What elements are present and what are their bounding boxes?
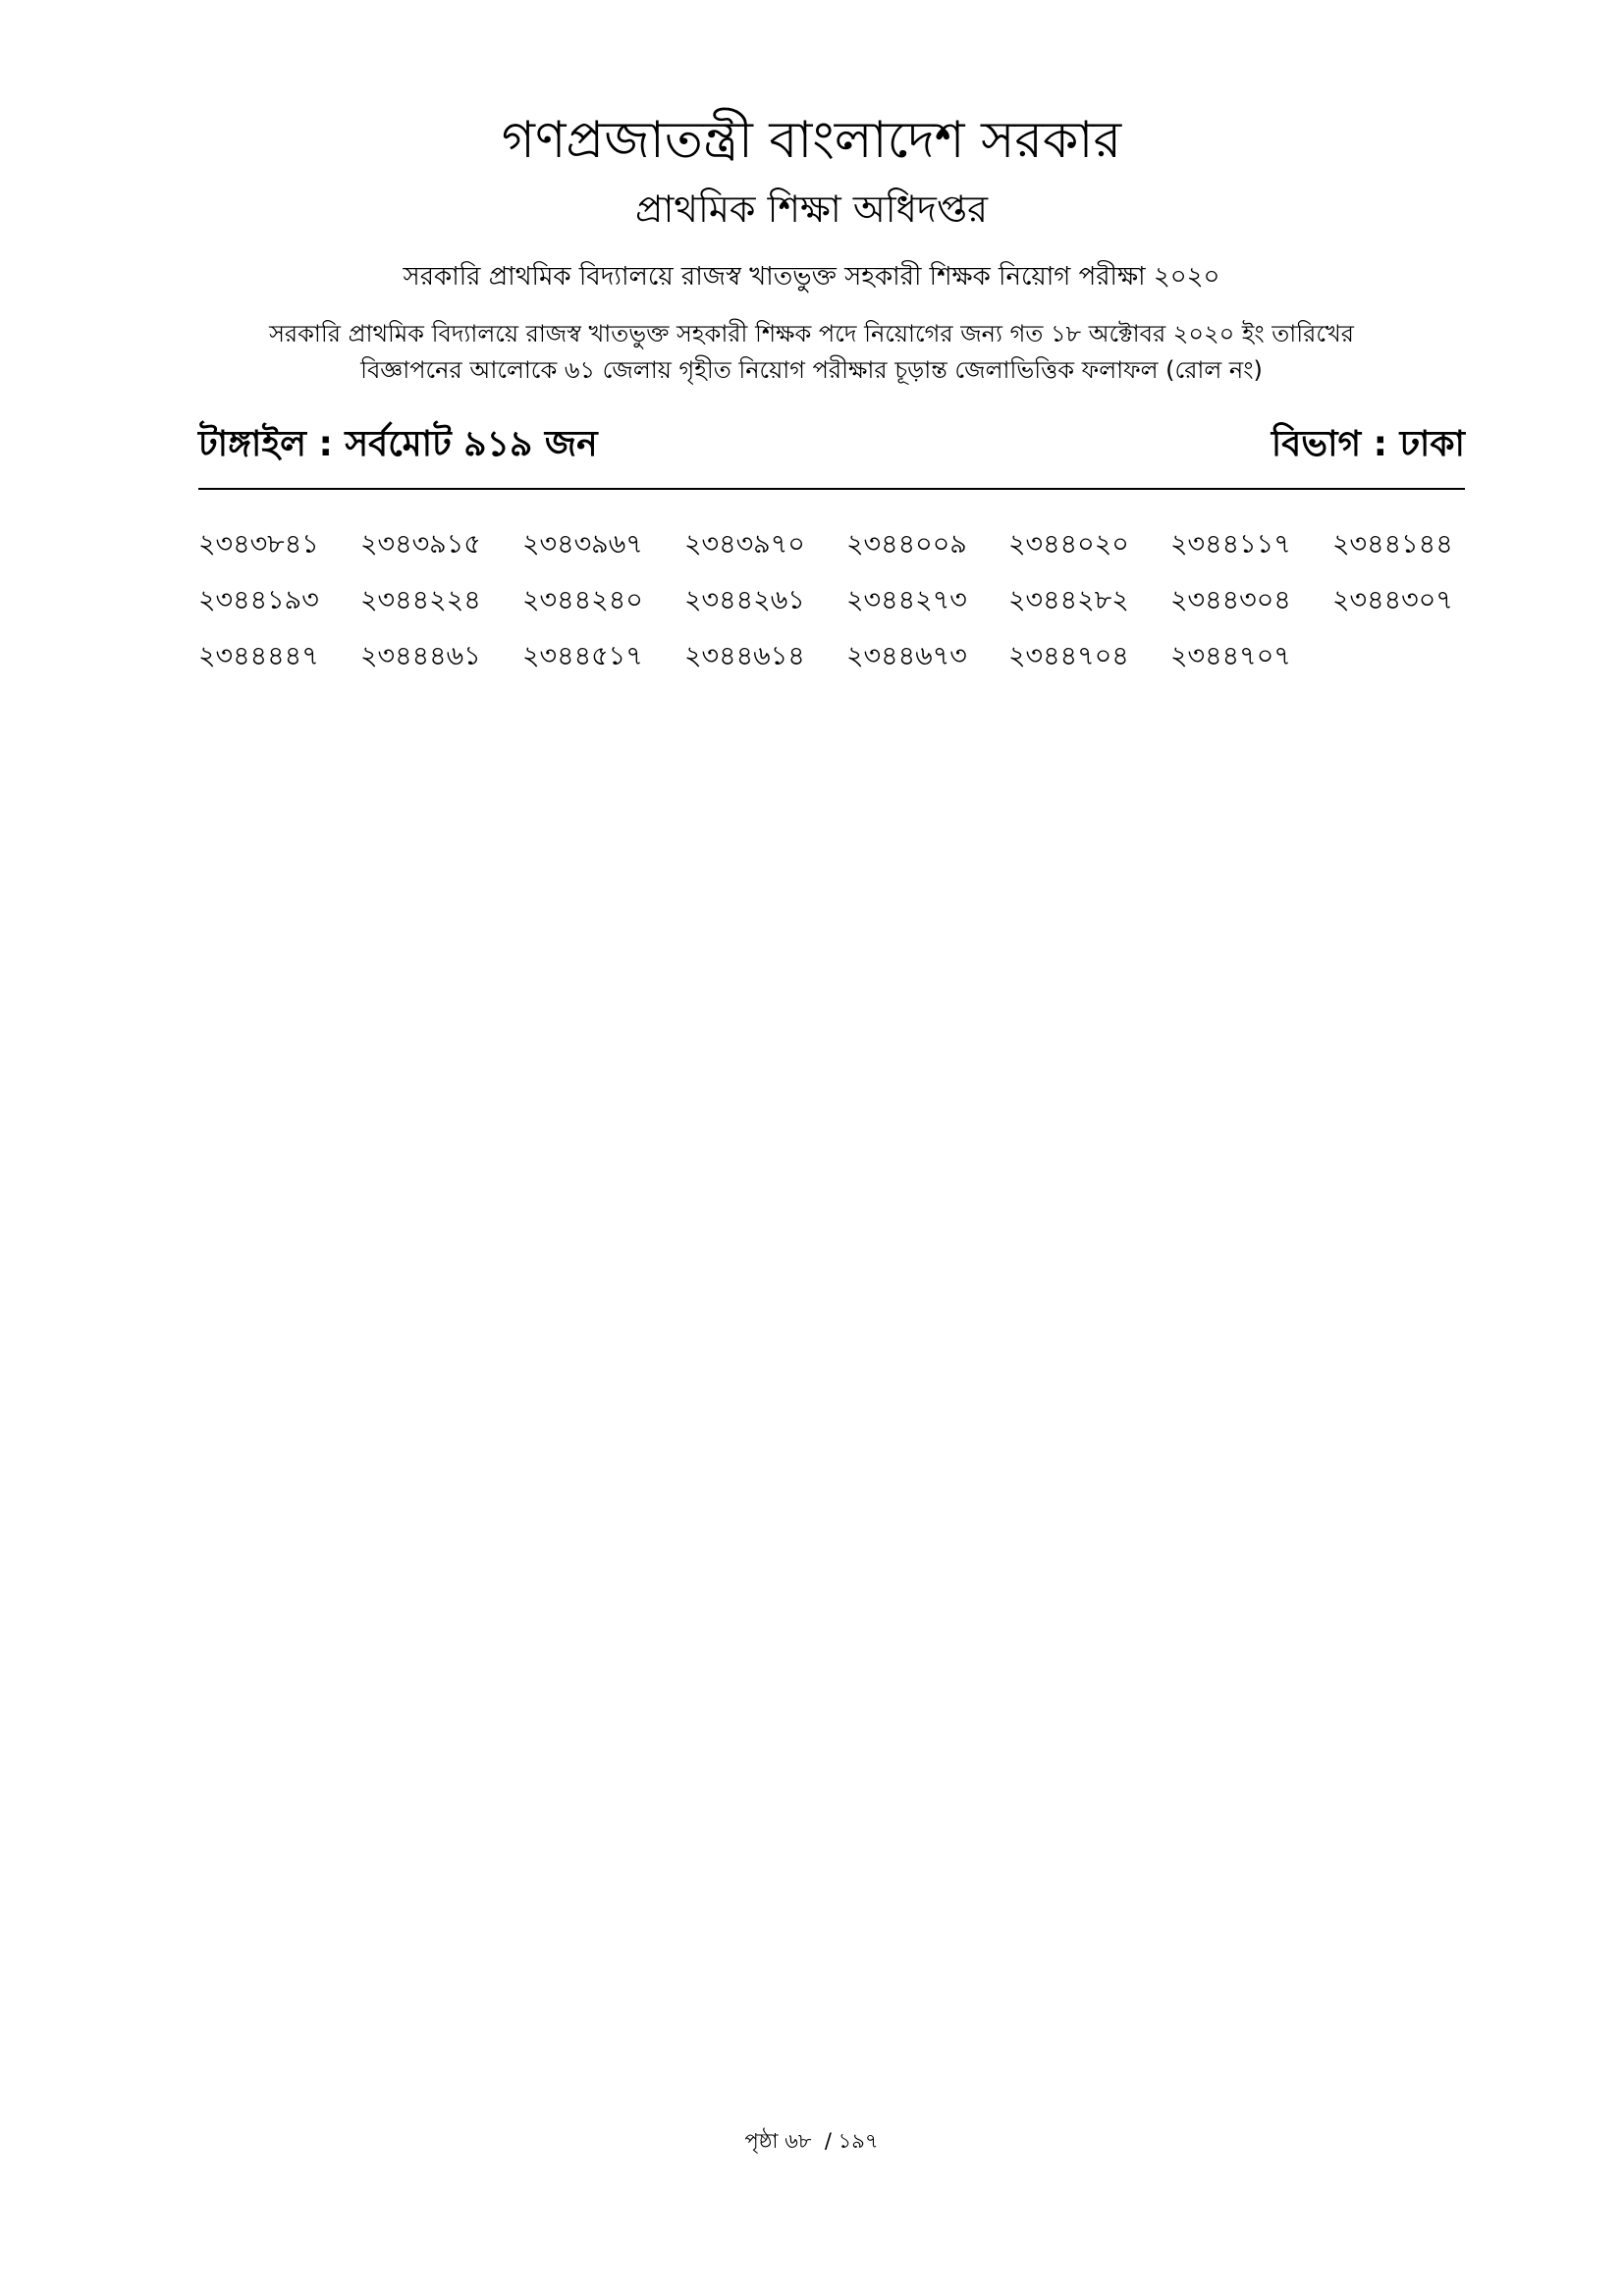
roll-number: ২৩৪৪২২৪ (360, 585, 481, 615)
roll-number: ২৩৪৪৩০৭ (1332, 585, 1453, 615)
roll-number: ২৩৪৩৮৪১ (198, 529, 319, 560)
roll-number: ২৩৪৪৫১৭ (522, 641, 643, 671)
roll-number: ২৩৪৪১৪৪ (1332, 529, 1453, 560)
roll-number: ২৩৪৩৯৭০ (684, 529, 805, 560)
roll-number: ২৩৪৪৪৪৭ (198, 641, 319, 671)
roll-number-list (198, 525, 1475, 693)
roll-number: ২৩৪৪৭০৭ (1170, 641, 1291, 671)
roll-number: ২৩৪৪০০৯ (846, 529, 967, 560)
roll-number: ২৩৪৪৬১৪ (684, 641, 805, 671)
roll-number: ২৩৪৪২৭৩ (846, 585, 967, 615)
roll-number: ২৩৪৪৭০৪ (1008, 641, 1129, 671)
notice-line-1: সরকারি প্রাথমিক বিদ্যালয়ে রাজস্ব খাতভুক্ত সহকারী শিক্ষক পদে নিয়োগের জন্য গত ১৮ অক্টোবর ২০২০ ইং তারিখের (269, 320, 1354, 347)
roll-number: ২৩৪৩৯৬৭ (522, 529, 643, 560)
roll-number: ২৩৪৪৪৬১ (360, 641, 481, 671)
roll-number: ২৩৪৪১১৭ (1170, 529, 1291, 560)
roll-number: ২৩৪৪২৬১ (684, 585, 805, 615)
roll-number: ২৩৪৪২৪০ (522, 585, 643, 615)
page-number: পৃষ্ঠা ৬৮ / ১৯৭ (744, 2129, 879, 2153)
division-label: বিভাগ : ঢাকা (1271, 424, 1465, 464)
directorate-title: প্রাথমিক শিক্ষা অধিদপ্তর (634, 187, 989, 231)
district-summary: টাঙ্গাইল : সর্বমোট ৯১৯ জন (198, 424, 598, 464)
section-header (198, 420, 1465, 469)
roll-number: ২৩৪৪২৮২ (1008, 585, 1129, 615)
result-notice (0, 316, 1623, 389)
roll-number: ২৩৪৪০২০ (1008, 529, 1129, 560)
roll-number: ২৩৪৪১৯৩ (198, 585, 319, 615)
notice-line-2: বিজ্ঞাপনের আলোকে ৬১ জেলায় গৃহীত নিয়োগ পরীক্ষার চূড়ান্ত জেলাভিত্তিক ফলাফল (রোল নং) (360, 356, 1263, 384)
government-title: গণপ্রজাতন্ত্রী বাংলাদেশ সরকার (501, 111, 1122, 170)
roll-number: ২৩৪৩৯১৫ (360, 529, 481, 560)
roll-number: ২৩৪৪৬৭৩ (846, 641, 967, 671)
roll-number: ২৩৪৪৩০৪ (1170, 585, 1291, 615)
exam-name: সরকারি প্রাথমিক বিদ্যালয়ে রাজস্ব খাতভুক্ত সহকারী শিক্ষক নিয়োগ পরীক্ষা ২০২০ (403, 262, 1220, 292)
header-divider (198, 488, 1465, 490)
